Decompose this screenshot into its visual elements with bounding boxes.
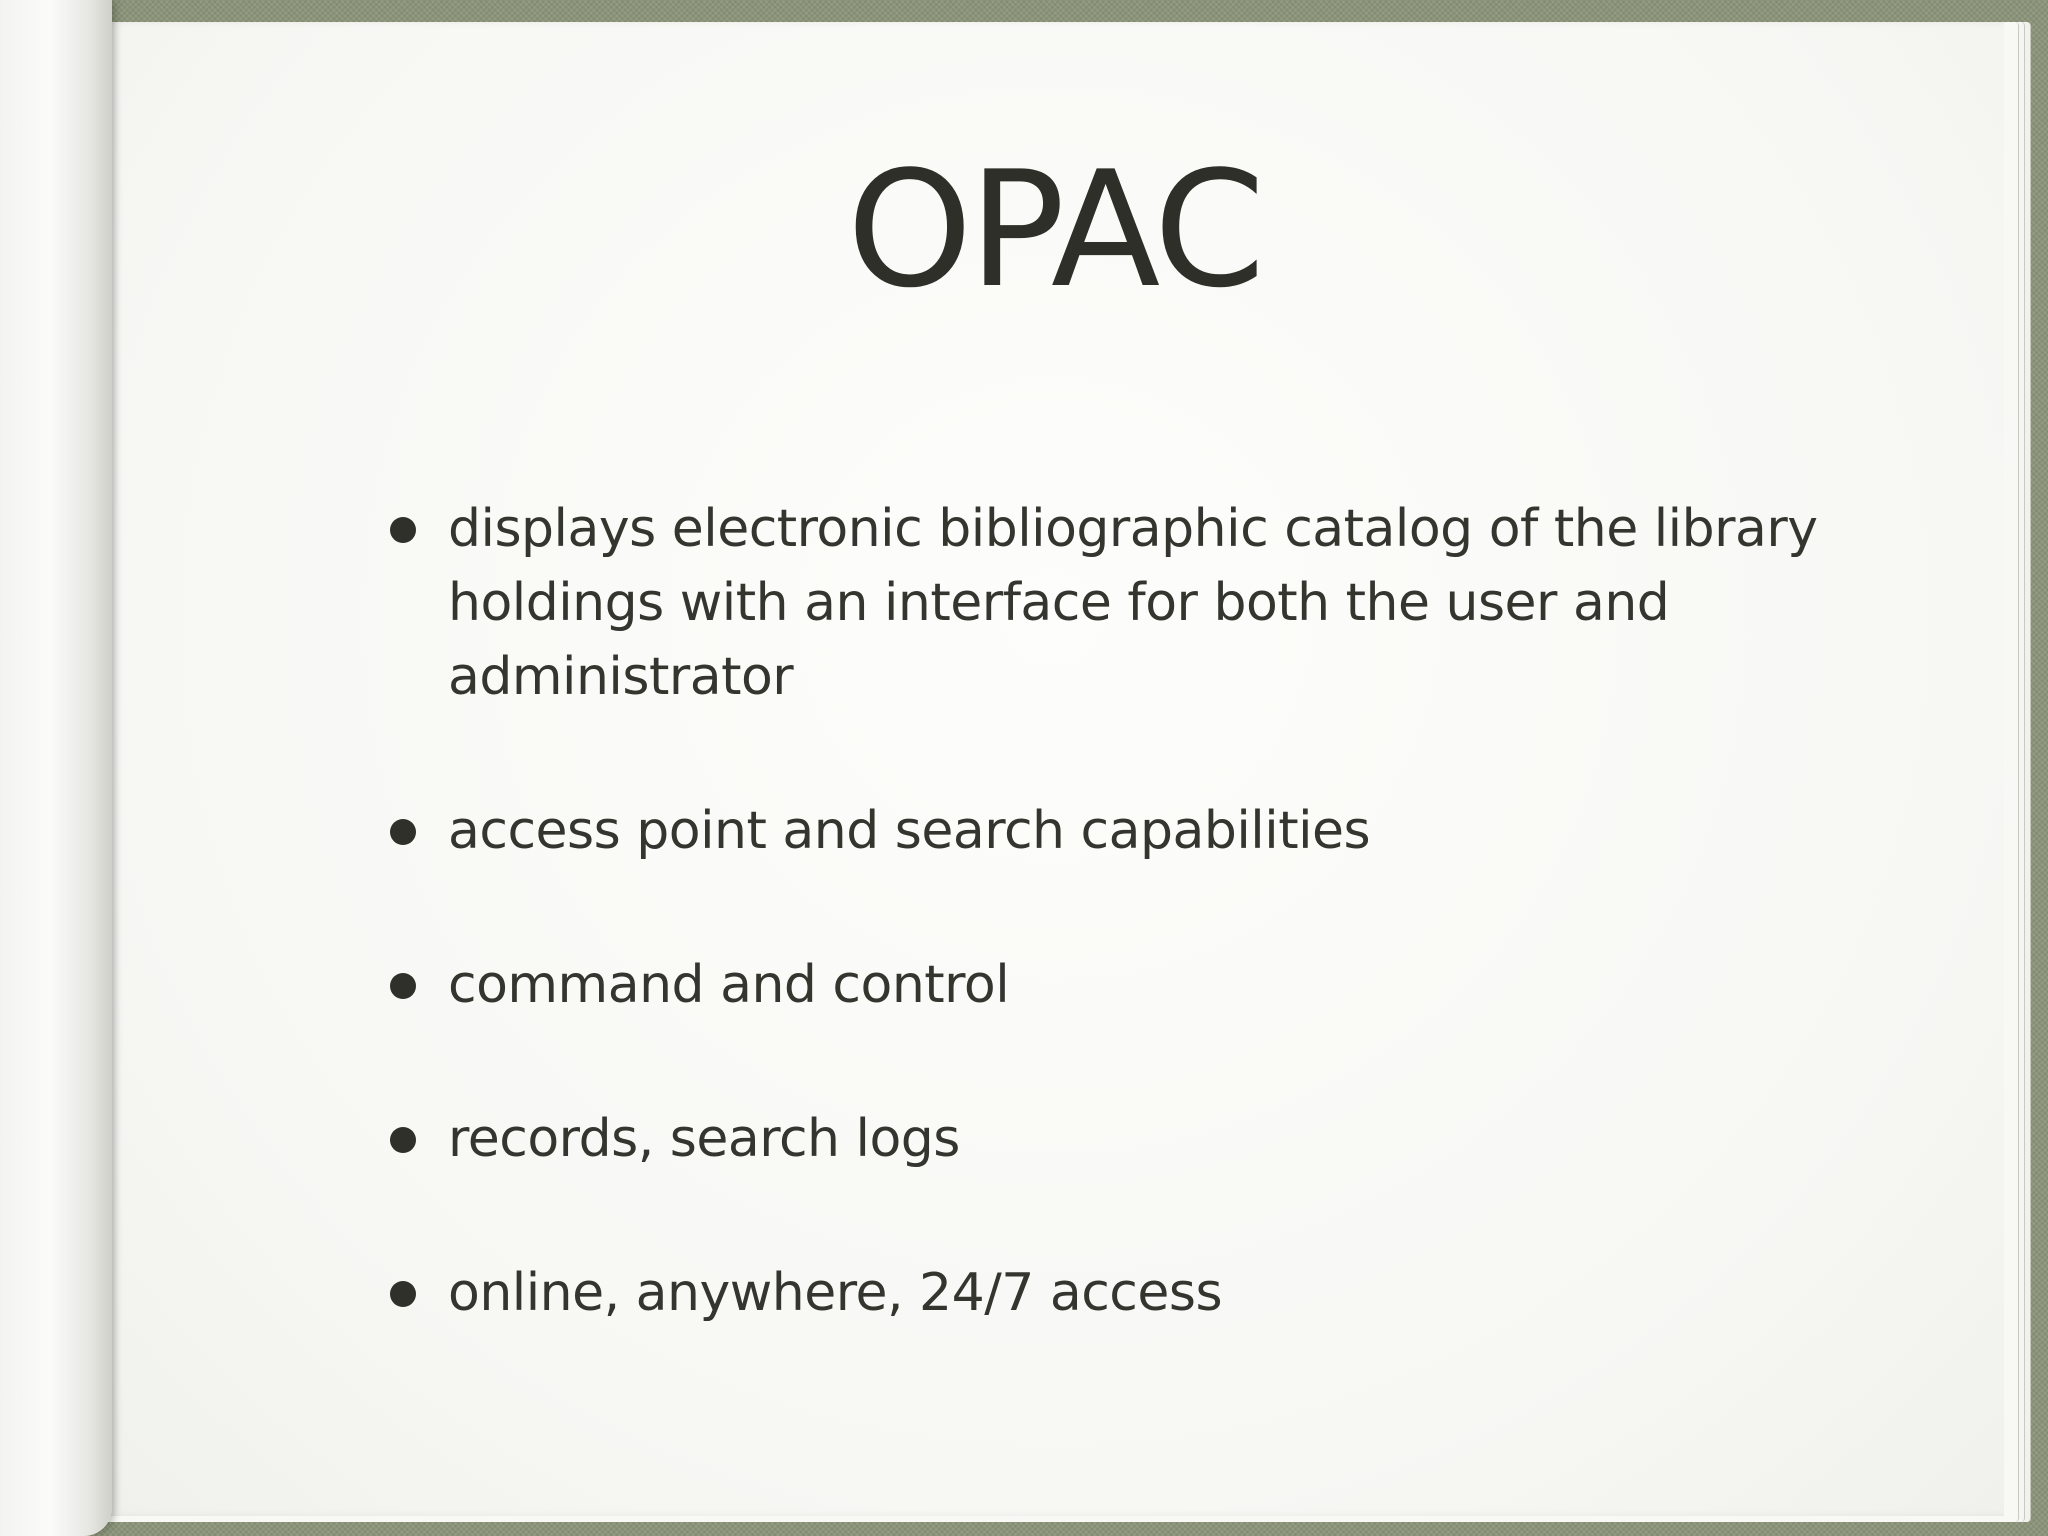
bullet-item: [382, 794, 1842, 868]
bullet-text: command and control: [448, 955, 1010, 1015]
slide-page: [104, 22, 2004, 1516]
bullet-dot-icon: [390, 973, 416, 999]
bullet-text: online, anywhere, 24/7 access: [448, 1263, 1223, 1323]
bullet-item: [382, 492, 1842, 714]
bullet-item: [382, 948, 1842, 1022]
bullet-text: records, search logs: [448, 1109, 960, 1169]
bullet-dot-icon: [390, 517, 416, 543]
left-page-curl: [0, 0, 112, 1536]
bullet-text: access point and search capabilities: [448, 801, 1371, 861]
bullet-item: [382, 1102, 1842, 1176]
bullet-dot-icon: [390, 819, 416, 845]
bullet-list: [382, 492, 1842, 1330]
slide-title: OPAC: [846, 136, 1262, 323]
bullet-item: [382, 1256, 1842, 1330]
bullet-dot-icon: [390, 1127, 416, 1153]
bullet-dot-icon: [390, 1281, 416, 1307]
bullet-text: displays electronic bibliographic catalog of the library holdings with an interface for both the user and administrator: [448, 499, 1818, 707]
